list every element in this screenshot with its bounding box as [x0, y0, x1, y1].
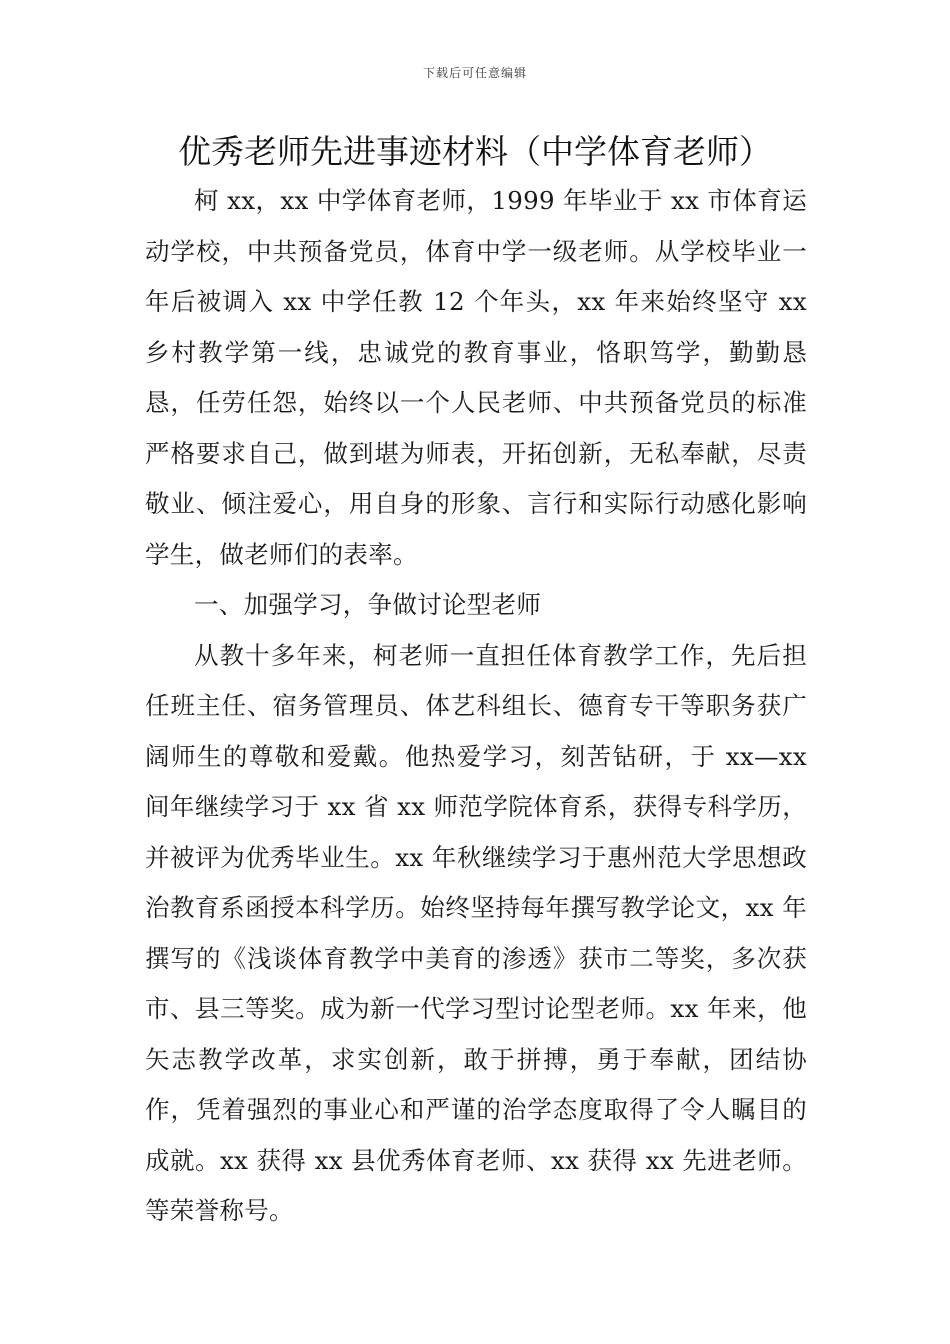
document-title: 优秀老师先进事迹材料（中学体育老师） [178, 132, 772, 171]
header-note: 下载后可任意编辑 [422, 66, 527, 80]
paragraph-section-one: 从教十多年来，柯老师一直担任体育教学工作，先后担任班主任、宿务管理员、体艺科组长、德育专干等职务获广阔师生的尊敬和爱戴。他热爱学习，刻苦钻研，于 xx—xx 间年继续学习于 xx 省 xx 师范学院体育系，获得专科学历，并被评为优秀毕业生。xx 年秋继续学习于惠州范大学思想政治教育系函授本科学历。始终坚持每年撰写教学论文，xx 年撰写的《浅谈体育教学中美育的渗透》获市二等奖，多次获市、县三等奖。成为新一代学习型讨论型老师。xx 年来，他矢志教学改革，求实创新，敢于拼搏，勇于奉献，团结协作，凭着强烈的事业心和严谨的治学态度取得了令人瞩目的成就。xx 获得 xx 县优秀体育老师、xx 获得 xx 先进老师。等荣誉称号。 [145, 640, 807, 1225]
paragraph-intro: 柯 xx，xx 中学体育老师，1999 年毕业于 xx 市体育运动学校，中共预备党员，体育中学一级老师。从学校毕业一年后被调入 xx 中学任教 12 个年头，xx 年来始终坚守 xx 乡村教学第一线，忠诚党的教育事业，恪职笃学，勤勤恳恳，任劳任怨，始终以一个人民老师、中共预备党员的标准严格要求自己，做到堪为师表，开拓创新，无私奉献，尽责敬业、倾注爱心，用自身的形象、言行和实际行动感化影响学生，做老师们的表率。 [145, 186, 807, 569]
document-body [145, 176, 807, 1237]
section-heading: 一、加强学习，争做讨论型老师 [194, 590, 542, 619]
